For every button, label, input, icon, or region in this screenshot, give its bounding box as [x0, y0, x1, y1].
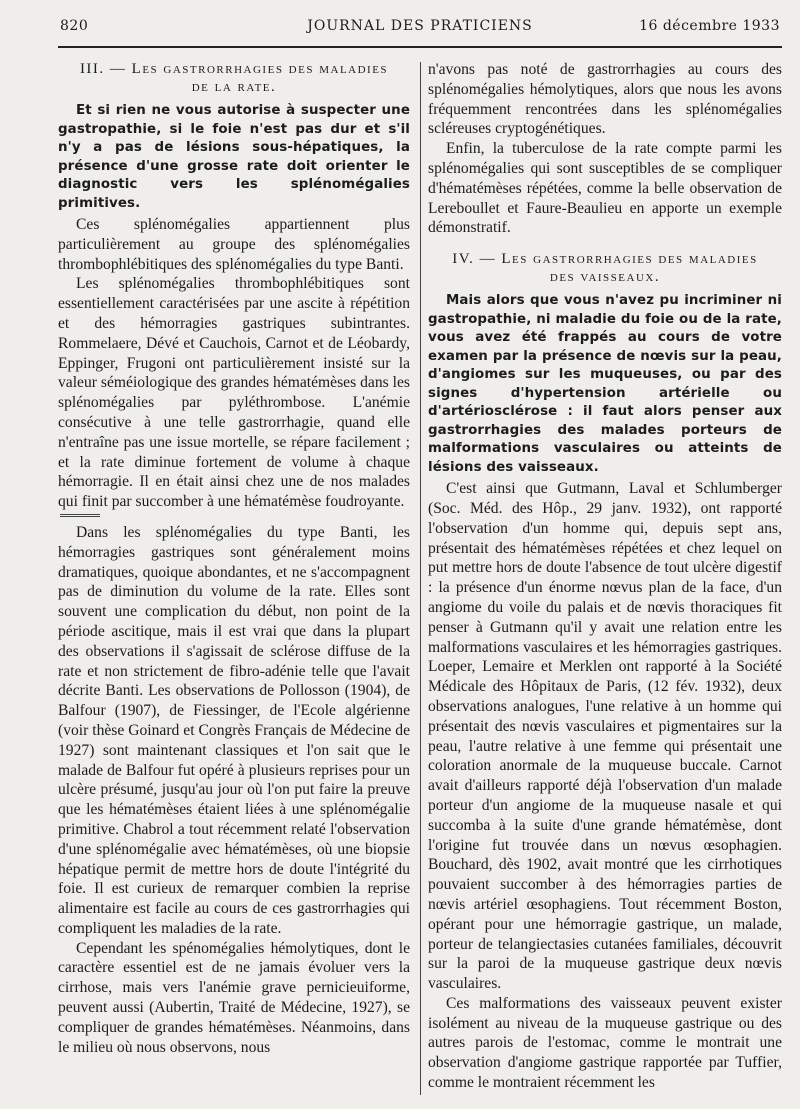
running-header: [60, 18, 780, 42]
body-paragraph: Dans les splénomégalies du type Banti, les hémorragies gastriques sont généralement moins dramatiques, quoique abondantes, et ne s'accompagnent pas de diminution du volume de la rate. Elles sont souvent une complication du début, non point de la période ascitique, mais il est vrai que dans la plupart des observations il s'agissait de sclérose diffuse de la rate et non strictement de fibro-adénie telle que l'avait décrite Banti. Les observations de Pollosson (1904), de Balfour (1907), de Fiessinger, de l'Ecole algérienne (voir thèse Goinard et Congrès Français de Médecine de 1927) sont maintenant classiques et l'on sait que le malade de Balfour fut opéré à plusieurs reprises pour un ulcère présumé, jusqu'au jour où l'on put faire la preuve que les hématémèses étaient liées à une splénomégalie primitive. Chabrol a tout récemment relaté l'observation d'une splénomégalie avec hématémèses, où une biopsie hépatique permit de mettre hors de doute l'intégrité du foie. Il est curieux de remarquer combien la reprise alimentaire est facile au cours de ces gastrorrhagies qui compliquent les maladies de la rate.: [58, 523, 410, 937]
section-heading-iii: [58, 60, 410, 96]
paragraph-separator: [60, 514, 100, 521]
journal-title: JOURNAL DES PRATICIENS: [307, 18, 533, 34]
lead-paragraph: Et si rien ne vous autorise à suspecter une gastropathie, si le foie n'est pas dur et s'il n'y a pas de lésions sous-hépatiques, la présence d'une grosse rate doit orienter le diagnostic vers les splénomégalies primitives.: [58, 103, 410, 211]
lead-paragraph: Mais alors que vous n'avez pu incriminer ni gastropathie, ni maladie du foie ou de la rate, vous avez été frappés au cours de votre examen par la présence de nœvis sur la peau, d'angiomes sur les muqueuses, ou par des signes d'hypertension artérielle ou d'artériosclérose : il faut alors penser aux gastrorrhagies des malades porteurs de malformations vasculaires ou atteints de lésions des vaisseaux.: [428, 293, 782, 475]
body-paragraph: Ces malformations des vaisseaux peuvent exister isolément au niveau de la muqueuse gastrique ou des autres parois de l'estomac, comme le montrait une observation d'angiome gastrique rapportée par Tuffier, comme le montraient récemment les: [428, 994, 782, 1092]
column-divider: [420, 62, 421, 1095]
body-paragraph: Les splénomégalies thrombophlébitiques sont essentiellement caractérisées par une ascite à répétition et des hémorragies gastriques subintrantes. Rommelaere, Dévé et Cauchois, Carnot et de Léobardy, Eppinger, Frugoni ont particulièrement insisté sur la valeur séméiologique des grandes hématémèses dans les splénomégalies par pyléthrombose. L'anémie consécutive à une telle gastrorrhagie, quand elle n'entraîne pas une issue mortelle, se répare facilement ; et la rate diminue fortement de volume à chaque hémorragie. Il en était ainsi chez une de nos malades qui finit par succomber à une hématémèse foudroyante.: [58, 275, 410, 511]
body-paragraph: C'est ainsi que Gutmann, Laval et Schlumberger (Soc. Méd. des Hôp., 29 janv. 1932), ont rapporté l'observation d'un homme qui, depuis sept ans, présentait des hématémèses répétées et chez lequel on put mettre hors de doute l'absence de tout ulcère digestif : la présence d'un énorme nœvus plan de la face, d'un angiome du voile du palais et de nœvis thoraciques fit penser à Gutmann qu'il y avait une relation entre les malformations vasculaires et les hémorragies gastriques. Loeper, Lemaire et Merklen ont rapporté à la Société Médicale des Hôpitaux de Paris, (12 fév. 1932), deux observations analogues, l'une relative à un homme qui présentait des nœvis vasculaires et pigmentaires sur la peau, l'autre relative à une femme qui présentait une coloration anormale de la muqueuse buccale. Carnot avait d'ailleurs rapporté déjà l'observation d'un malade porteur d'un angiome de la muqueuse nasale et qui succomba à la suite d'une grande hématémèse, dont l'origine fut trouvée dans un nœvus œsophagien. Bouchard, dès 1902, avait montré que les cirrhotiques pouvaient succomber à des hémorragies parties de nœvis artériel œsophagiens. Tout récemment Boston, opérant pour une hémorragie gastrique, un malade, porteur de telangiectasies cutanées familiales, découvrit sur la paroi de la muqueuse gastrique deux nœvis vasculaires.: [428, 480, 782, 993]
section-heading-line: de la rate.: [191, 79, 277, 95]
body-paragraph: n'avons pas noté de gastrorrhagies au cours des splénomégalies hémolytiques, alors que nous les avons fréquemment rencontrées dans les splénomégalies scléreuses cryptogénétiques.: [428, 61, 782, 138]
section-heading-line: des vaisseaux.: [549, 269, 661, 286]
page-number: 820: [60, 18, 89, 34]
issue-date: 16 décembre 1933: [639, 18, 780, 34]
left-column: [58, 60, 410, 1100]
section-heading-line: III. — Les gastrorrhagies des maladies: [79, 61, 389, 77]
section-heading-iv: [428, 250, 782, 286]
right-column: [428, 60, 782, 1100]
body-paragraph: Enfin, la tuberculose de la rate compte parmi les splénomégalies qui sont susceptibles de se compliquer d'hématémèses répétées, comme la belle observation de Lereboullet et Faure-Beaulieu en apporte un exemple démonstratif.: [428, 140, 782, 237]
body-paragraph: Ces splénomégalies appartiennent plus particulièrement au groupe des splénomégalies thrombophlébitiques des splénomégalies du type Banti.: [58, 216, 410, 273]
header-rule: [58, 46, 782, 48]
body-paragraph: Cependant les spénomégalies hémolytiques, dont le caractère essentiel est de ne jamais évoluer vers la cirrhose, mais vers l'anémie grave pernicieuiforme, peuvent aussi (Aubertin, Traité de Médecine, 1927), se compliquer de grandes hématémèses. Néanmoins, dans le milieu où nous observons, nous: [58, 939, 410, 1056]
section-heading-line: IV. — Les gastrorrhagies des maladies: [452, 251, 758, 268]
